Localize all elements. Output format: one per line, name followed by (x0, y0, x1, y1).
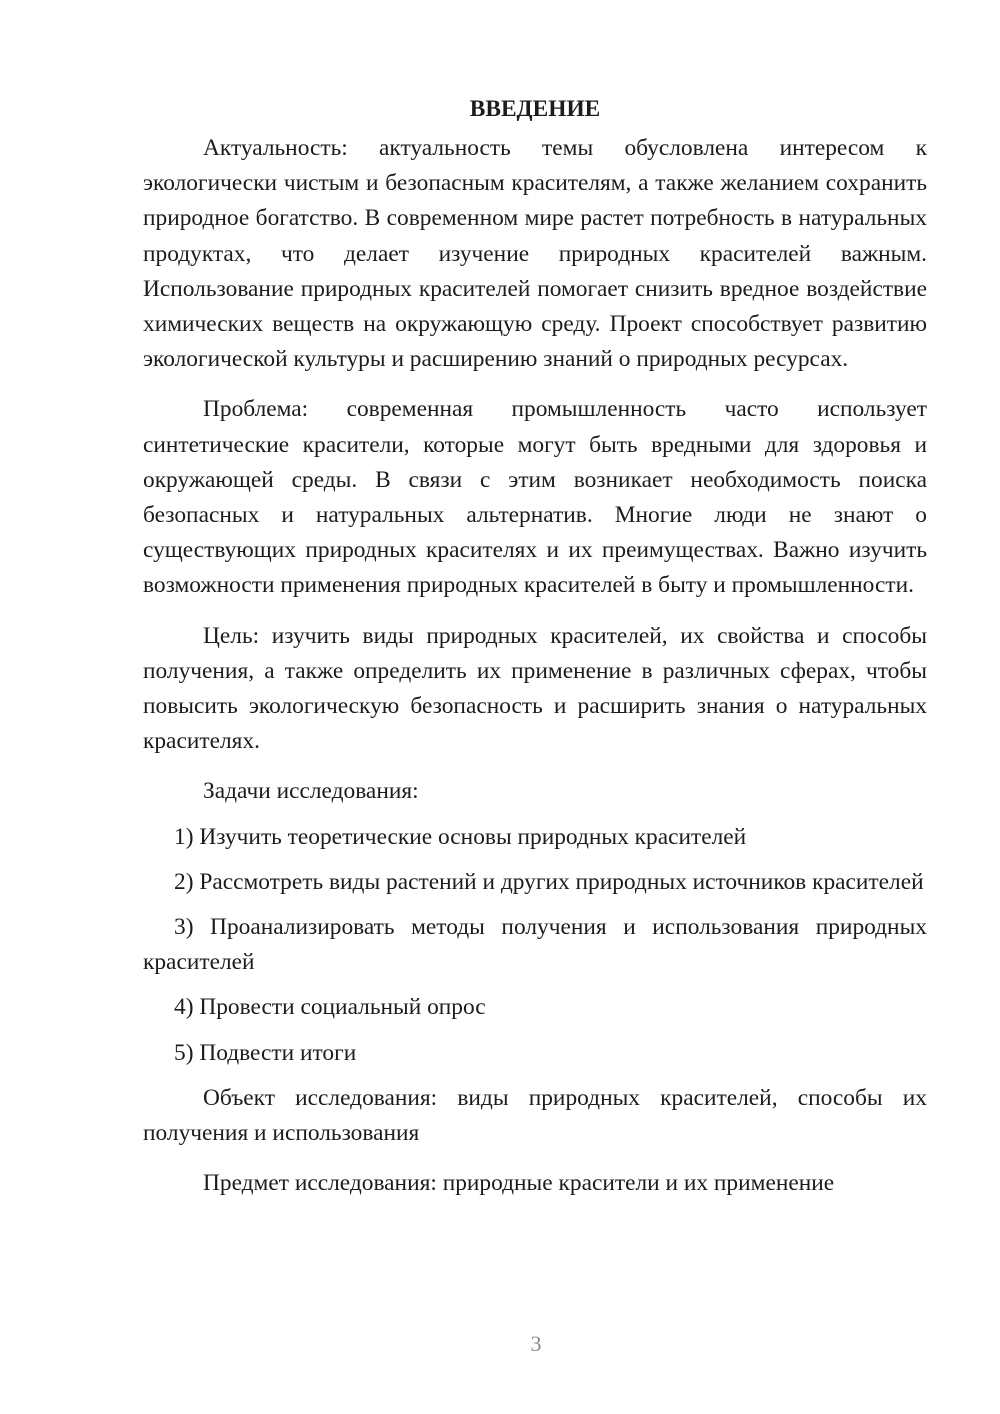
task-item-5: 5) Подвести итоги (174, 1039, 357, 1066)
task-item-4: 4) Провести социальный опрос (174, 994, 486, 1021)
section-title: ВВЕДЕНИЕ (469, 96, 601, 122)
paragraph-subject: Предмет исследования: природные красители и их применение (203, 1170, 835, 1197)
task-item-2: 2) Рассмотреть виды растений и других природных источников красителей (174, 868, 924, 895)
task-item-1: 1) Изучить теоретические основы природных красителей (174, 823, 747, 850)
task-item-3: 3) Проанализировать методы получения и использования природных красителей (143, 914, 927, 976)
paragraph-goal: Цель: изучить виды природных красителей, их свойства и способы получения, а также определить их применение в различных сферах, чтобы повысить экологическую безопасность и расширить знания о натуральных красителях. (143, 622, 927, 755)
paragraph-relevance: Актуальность: актуальность темы обусловлена интересом к экологически чистым и безопасным красителям, а также желанием сохранить природное богатство. В современном мире растет потребность в натуральных продуктах, что делает изучение природных красителей важным. Использование природных красителей помогает снизить вредное воздействие химических веществ на окружающую среду. Проект способствует развитию экологической культуры и расширению знаний о природных ресурсах. (143, 135, 927, 373)
document-page (143, 92, 927, 1201)
paragraph-problem: Проблема: современная промышленность часто использует синтетические красители, которые могут быть вредными для здоровья и окружающей среды. В связи с этим возникает необходимость поиска безопасных и натуральных альтернатив. Многие люди не знают о существующих природных красителях и их преимуществах. Важно изучить возможности применения природных красителей в быту и промышленности. (143, 396, 927, 599)
paragraph-object: Объект исследования: виды природных красителей, способы их получения и использования (143, 1084, 927, 1147)
tasks-heading: Задачи исследования: (203, 778, 419, 805)
page-number: 3 (530, 1331, 542, 1356)
